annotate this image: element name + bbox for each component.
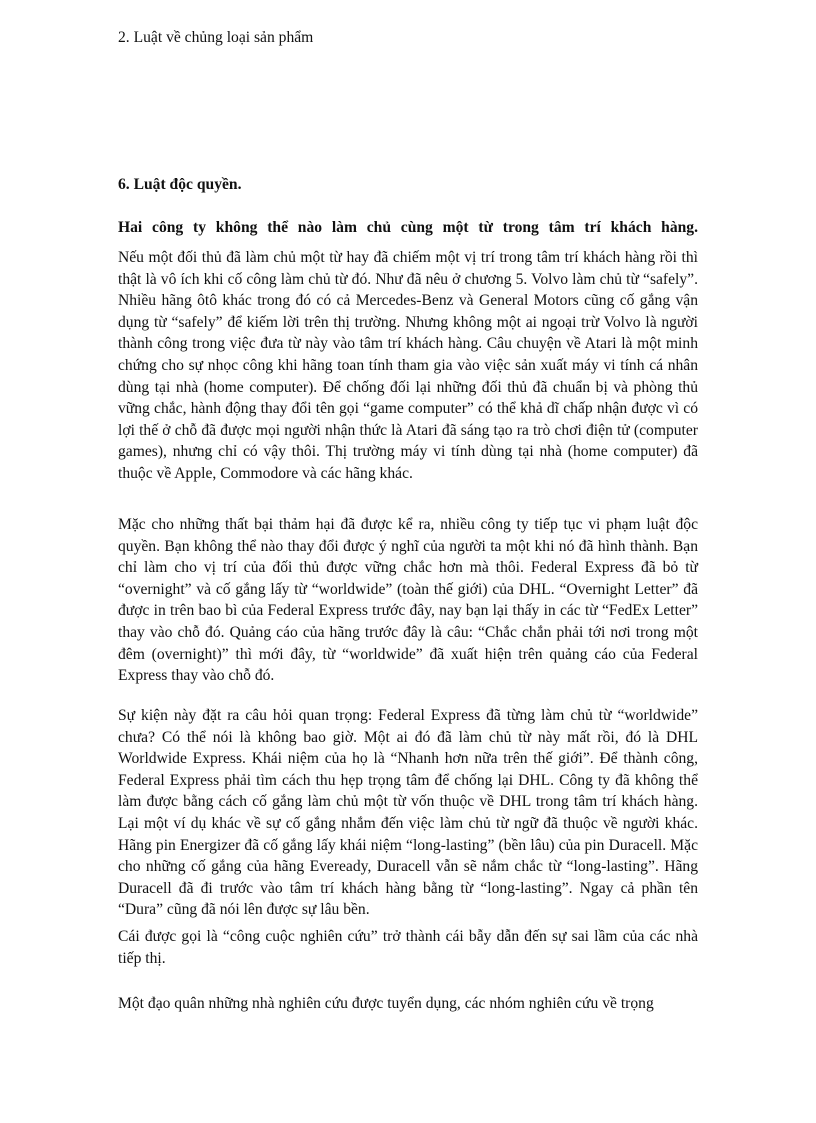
body-paragraph: Mặc cho những thất bại thảm hại đã được kể ra, nhiều công ty tiếp tục vi phạm luật độc quyền. Bạn không thể nào thay đổi được ý nghĩ của người ta một khi nó đã hình thành. Bạn chỉ làm cho vị trí của đối thủ được vững chắc hơn mà thôi. Federal Express đã bỏ từ “overnight” và cố gắng lấy từ “worldwide” (toàn thế giới) của DHL. “Overnight Letter” đã được in trên bao bì của Federal Express trước đây, nay bạn lại thấy in các từ “FedEx Letter” thay vào chỗ đó. Quảng cáo của hãng trước đây là câu: “Chắc chắn phải tới nơi trong một đêm (overnight)” thì mới đây, từ “worldwide” đã xuất hiện trên quảng cáo của Federal Express thay vào chỗ đó. xyxy=(118,516,698,685)
section-heading: 6. Luật độc quyền. xyxy=(118,176,242,193)
previous-section-title: 2. Luật về chủng loại sản phẩm xyxy=(118,29,314,46)
body-paragraph: Một đạo quân những nhà nghiên cứu được tuyển dụng, các nhóm nghiên cứu về trọng xyxy=(118,995,654,1012)
body-paragraph: Nếu một đối thủ đã làm chủ một từ hay đã chiếm một vị trí trong tâm trí khách hàng rồi thì thật là vô ích khi cố công làm chủ từ đó. Như đã nêu ở chương 5. Volvo làm chủ từ “safely”. Nhiều hãng ôtô khác trong đó có cả Mercedes-Benz và General Motors cũng cố gắng vận dụng từ “safely” để kiếm lời trên thị trường. Nhưng không một ai ngoại trừ Volvo là người thành công trong việc đưa từ này vào tâm trí khách hàng. Câu chuyện về Atari là một minh chứng cho sự nhọc công khi hãng toan tính tham gia vào việc sản xuất máy vi tính cá nhân dùng tại nhà (home computer). Để chống đối lại những đối thủ đã chuẩn bị và phòng thủ vững chắc, hành động thay đổi tên gọi “game computer” có thể khả dĩ chấp nhận được vì có lợi thế ở chỗ đã được mọi người nhận thức là Atari đã sáng tạo ra trò chơi điện tử (computer games), nhưng chỉ có vậy thôi. Thị trường máy vi tính dùng tại nhà (home computer) đã thuộc về Apple, Commodore và các hãng khác. xyxy=(118,249,698,482)
law-statement: Hai công ty không thể nào làm chủ cùng một từ trong tâm trí khách hàng. xyxy=(118,219,698,236)
body-paragraph: Cái được gọi là “công cuộc nghiên cứu” trở thành cái bẫy dẫn đến sự sai lầm của các nhà tiếp thị. xyxy=(118,928,698,967)
body-paragraph: Sự kiện này đặt ra câu hỏi quan trọng: Federal Express đã từng làm chủ từ “worldwide” chưa? Có thể nói là không bao giờ. Một ai đó đã làm chủ từ này mất rồi, đó là DHL Worldwide Express. Khái niệm của họ là “Nhanh hơn nữa trên thế giới”. Để thành công, Federal Express phải tìm cách thu hẹp trọng tâm để chống lại DHL. Công ty đã không thể làm được bằng cách cố gắng làm chủ một từ vốn thuộc về DHL trong tâm trí khách hàng. Lại một ví dụ khác về sự cố gắng nhắm đến việc làm chủ từ ngữ đã thuộc về người khác. Hãng pin Energizer đã cố gắng lấy khái niệm “long-lasting” (bền lâu) của pin Duracell. Mặc cho những cố gắng của hãng Eveready, Duracell vẫn sẽ nắm chắc từ “long-lasting”. Hãng Duracell đã đi trước vào tâm trí khách hàng bằng từ “long-lasting”. Ngay cả phần tên “Dura” cũng đã nói lên được sự lâu bền. xyxy=(118,707,698,919)
